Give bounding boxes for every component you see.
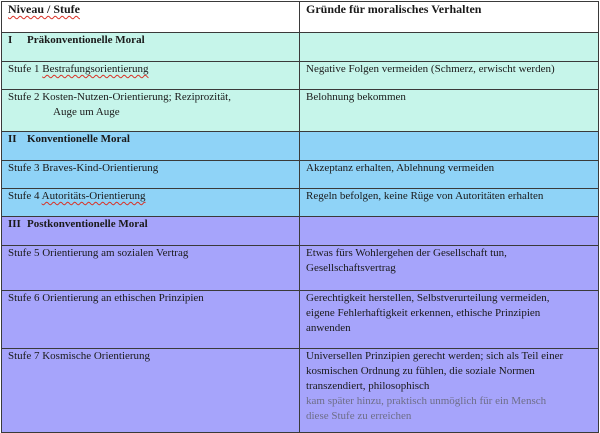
reason-cell: Regeln befolgen, keine Rüge von Autoritäten erhalten <box>300 189 599 217</box>
stage-name: Autoritäts-Orientierung <box>41 190 146 202</box>
reason-cell: Negative Folgen vermeiden (Schmerz, erwischt werden) <box>300 62 599 90</box>
reason-line: transzendiert, philosophisch <box>306 380 430 392</box>
stage-row-3 <box>2 161 599 189</box>
moral-stages-table <box>1 1 599 433</box>
reason-line: Gesellschaftsvertrag <box>306 262 396 274</box>
level-empty-cell <box>300 217 599 246</box>
level-empty-cell <box>300 132 599 161</box>
level-numeral: II <box>8 133 17 145</box>
level-title: Präkonventionelle Moral <box>27 34 145 46</box>
stage-row-2 <box>2 90 599 132</box>
level-row-conventional <box>2 132 599 161</box>
reason-cell: Akzeptanz erhalten, Ablehnung vermeiden <box>300 161 599 189</box>
level-empty-cell <box>300 33 599 62</box>
level-numeral: III <box>8 218 21 230</box>
reason-cell <box>300 349 599 433</box>
table-header-row <box>2 2 599 33</box>
stage-cell: Stufe 5 Orientierung am sozialen Vertrag <box>2 246 300 291</box>
level-numeral: I <box>8 34 13 46</box>
note-line: diese Stufe zu erreichen <box>306 410 412 422</box>
stage-line-continued: Auge um Auge <box>53 106 120 118</box>
level-title: Konventionelle Moral <box>27 133 130 145</box>
level-title-cell <box>2 33 300 62</box>
reason-line: kosmischen Ordnung zu fühlen, die soziale Normen <box>306 365 535 377</box>
stage-cell <box>2 189 300 217</box>
stage-name: Bestrafungsorientierung <box>42 63 149 75</box>
stage-cell: Stufe 7 Kosmische Orientierung <box>2 349 300 433</box>
header-cell-reasons: Gründe für moralisches Verhalten <box>300 2 599 33</box>
stage-line: Stufe 2 Kosten-Nutzen-Orientierung; Reziprozität, <box>8 91 231 103</box>
level-row-preconventional <box>2 33 599 62</box>
reason-line: anwenden <box>306 322 351 334</box>
stage-cell: Stufe 3 Braves-Kind-Orientierung <box>2 161 300 189</box>
reason-line: eigene Fehlerhaftigkeit erkennen, ethische Prinzipien <box>306 307 541 319</box>
reason-line: Universellen Prinzipien gerecht werden; sich als Teil einer <box>306 350 564 362</box>
level-title-cell <box>2 217 300 246</box>
header-level-stage: Niveau / Stufe <box>8 2 80 16</box>
stage-prefix: Stufe 4 <box>8 190 42 202</box>
reason-cell <box>300 246 599 291</box>
stage-prefix: Stufe 1 <box>8 63 43 75</box>
stage-row-1 <box>2 62 599 90</box>
reason-line: Etwas fürs Wohlergehen der Gesellschaft tun, <box>306 247 507 259</box>
level-title-cell <box>2 132 300 161</box>
note-line: kam später hinzu, praktisch unmöglich für ein Mensch <box>306 395 547 407</box>
stage-row-5 <box>2 246 599 291</box>
stage-cell <box>2 62 300 90</box>
header-cell-level <box>2 2 300 33</box>
stage-row-7 <box>2 349 599 433</box>
stage-row-4 <box>2 189 599 217</box>
level-title: Postkonventionelle Moral <box>27 218 148 230</box>
reason-line: Gerechtigkeit herstellen, Selbstverurteilung vermeiden, <box>306 292 550 304</box>
stage-row-6 <box>2 291 599 349</box>
stage-cell: Stufe 6 Orientierung an ethischen Prinzipien <box>2 291 300 349</box>
stage-cell <box>2 90 300 132</box>
reason-cell: Belohnung bekommen <box>300 90 599 132</box>
reason-cell <box>300 291 599 349</box>
level-row-postconventional <box>2 217 599 246</box>
